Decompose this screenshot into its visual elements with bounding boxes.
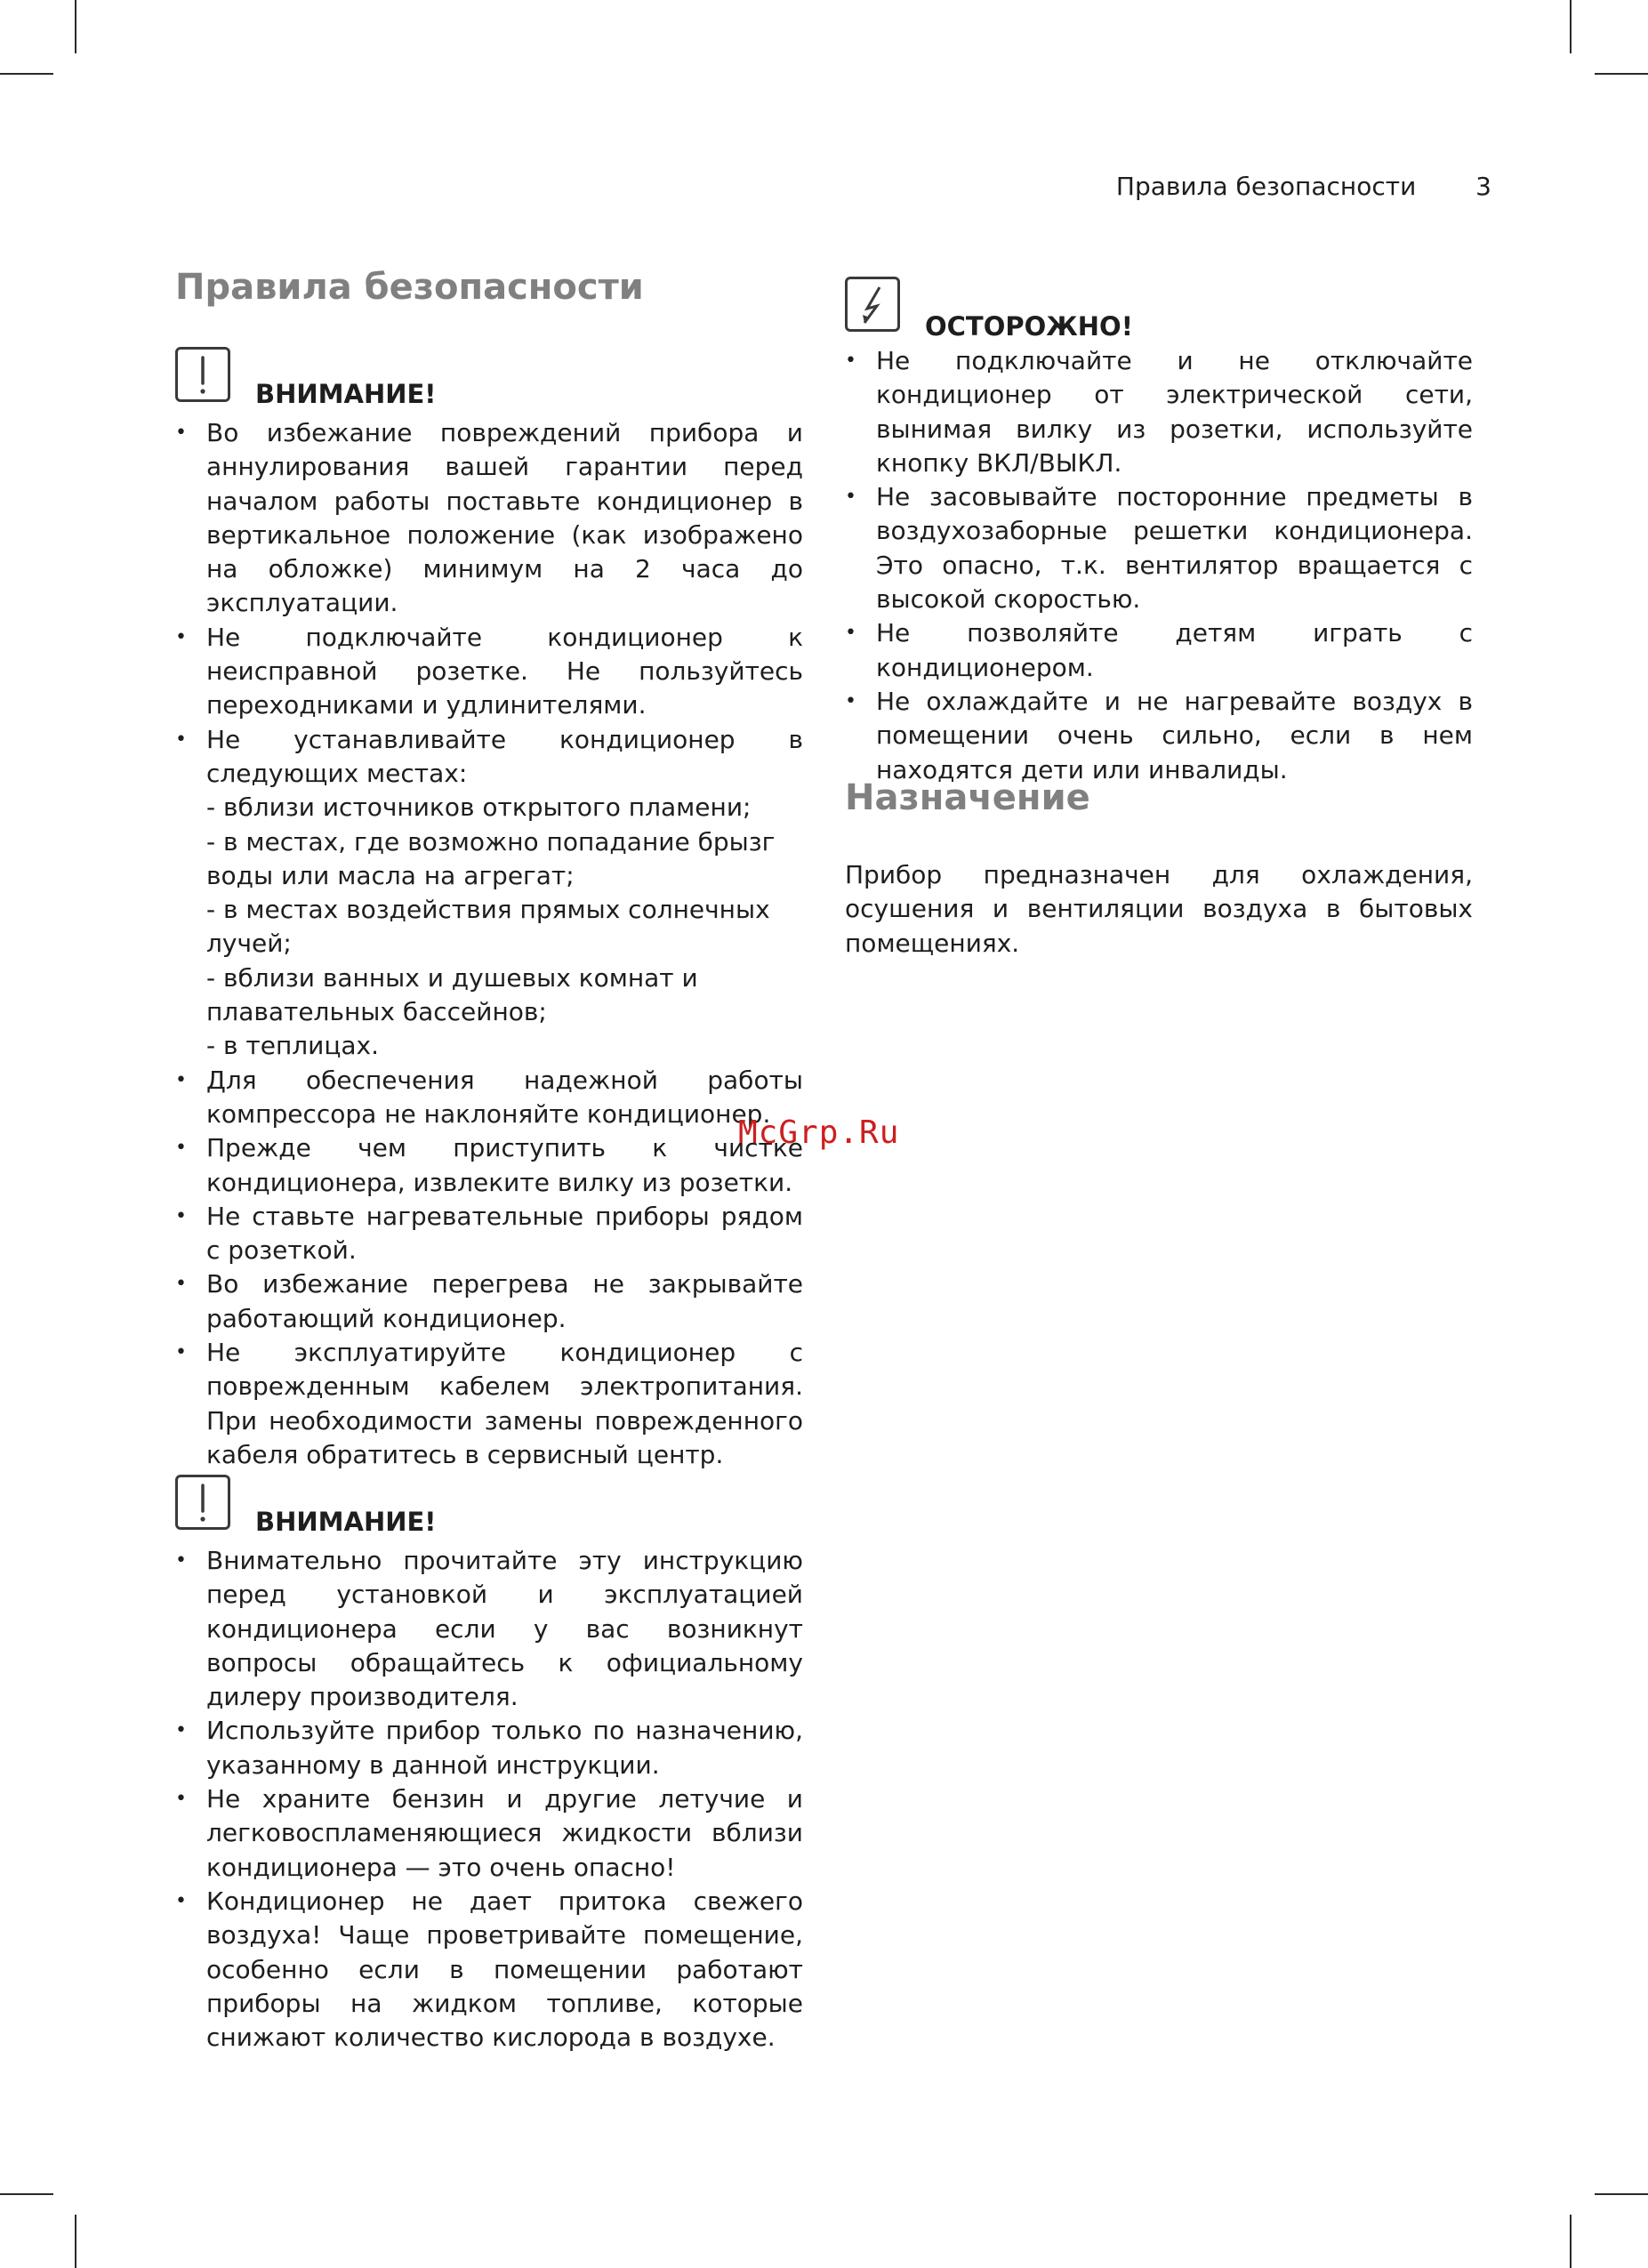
list-item: • Используйте прибор только по назначению, указанному в данной инструкции.	[175, 1714, 803, 1782]
list-item-text: Не устанавливайте кондиционер в следующих местах:	[206, 724, 803, 788]
sub-list-item: - вблизи источников открытого пламени;	[206, 792, 752, 823]
exclamation-icon	[175, 1475, 230, 1530]
crop-mark	[75, 2215, 76, 2268]
sub-list-item: - в местах, где возможно попадание брызг воды или масла на агрегат;	[206, 826, 776, 890]
crop-mark	[1570, 0, 1572, 53]
notice-header	[175, 1475, 620, 1537]
notice-header	[175, 347, 620, 409]
crop-mark	[75, 0, 76, 53]
list-item: • Для обеспечения надежной работы компрессора не наклоняйте кондиционер.	[175, 1064, 803, 1132]
crop-mark	[1595, 73, 1648, 75]
running-header-title: Правила безопасности	[1115, 172, 1417, 201]
section-title-safety: Правила безопасности	[175, 267, 644, 308]
crop-mark	[1595, 2193, 1648, 2195]
crop-mark	[0, 2193, 53, 2195]
watermark: McGrp.Ru	[738, 1114, 900, 1151]
page-number: 3	[1475, 172, 1491, 201]
caution-label: ОСТОРОЖНО!	[925, 311, 1133, 342]
list-item: • Не ставьте нагревательные приборы рядом с розеткой.	[175, 1200, 803, 1268]
lightning-icon	[845, 277, 900, 332]
list-item: • Не храните бензин и другие летучие и легковоспламеняющиеся жидкости вблизи кондиционера — это очень опасно!	[175, 1782, 803, 1885]
crop-mark	[1570, 2215, 1572, 2268]
notice-list	[175, 416, 803, 1472]
list-item: • Не охлаждайте и не нагревайте воздух в помещении очень сильно, если в нем находятся дети или инвалиды.	[845, 685, 1473, 787]
list-item: • Во избежание повреждений прибора и аннулирования вашей гарантии перед началом работы поставьте кондиционер в вертикальное положение (как изображено на обложке) минимум на 2 часа до эксплуатации.	[175, 416, 803, 621]
list-item	[175, 723, 803, 1064]
list-item: • Во избежание перегрева не закрывайте работающий кондиционер.	[175, 1267, 803, 1336]
sub-list-item: - вблизи ванных и душевых комнат и плавательных бассейнов;	[206, 962, 698, 1027]
running-header	[1116, 172, 1491, 201]
list-item: • Кондиционер не дает притока свежего воздуха! Чаще проветривайте помещение, особенно если в помещении работают приборы на жидком топливе, которые снижают количество кислорода в воздухе.	[175, 1885, 803, 2055]
section-title-purpose: Назначение	[845, 777, 1090, 818]
notice-label: ВНИМАНИЕ!	[255, 379, 437, 409]
list-item: • Не подключайте и не отключайте кондиционер от электрической сети, вынимая вилку из розетки, используйте кнопку ВКЛ/ВЫКЛ.	[845, 344, 1473, 480]
purpose-text: Прибор предназначен для охлаждения, осушения и вентиляции воздуха в бытовых помещениях.	[845, 860, 1473, 958]
list-item: • Не позволяйте детям играть с кондиционером.	[845, 616, 1473, 685]
list-item: • Не засовывайте посторонние предметы в воздухозаборные решетки кондиционера. Это опасно, т.к. вентилятор вращается с высокой скоростью.	[845, 480, 1473, 616]
sub-list-item: - в местах воздействия прямых солнечных лучей;	[206, 895, 770, 959]
list-item: • Не подключайте кондиционер к неисправной розетке. Не пользуйтесь переходниками и удлинителями.	[175, 621, 803, 723]
list-item: • Не эксплуатируйте кондиционер с поврежденным кабелем электропитания. При необходимости замены поврежденного кабеля обратитесь в сервисный центр.	[175, 1336, 803, 1472]
list-item: • Внимательно прочитайте эту инструкцию перед установкой и эксплуатацией кондиционера если у вас возникнут вопросы обращайтесь к официальному дилеру производителя.	[175, 1544, 803, 1714]
sub-list-item: - в теплицах.	[206, 1031, 380, 1061]
notice-list	[175, 1544, 803, 2055]
exclamation-icon	[175, 347, 230, 402]
crop-mark	[0, 73, 53, 75]
places-list	[206, 791, 803, 1063]
notice-label: ВНИМАНИЕ!	[255, 1507, 437, 1537]
caution-header	[845, 277, 1290, 342]
list-item: • Прежде чем приступить к чистке кондиционера, извлеките вилку из розетки.	[175, 1131, 803, 1200]
caution-list	[845, 344, 1473, 787]
